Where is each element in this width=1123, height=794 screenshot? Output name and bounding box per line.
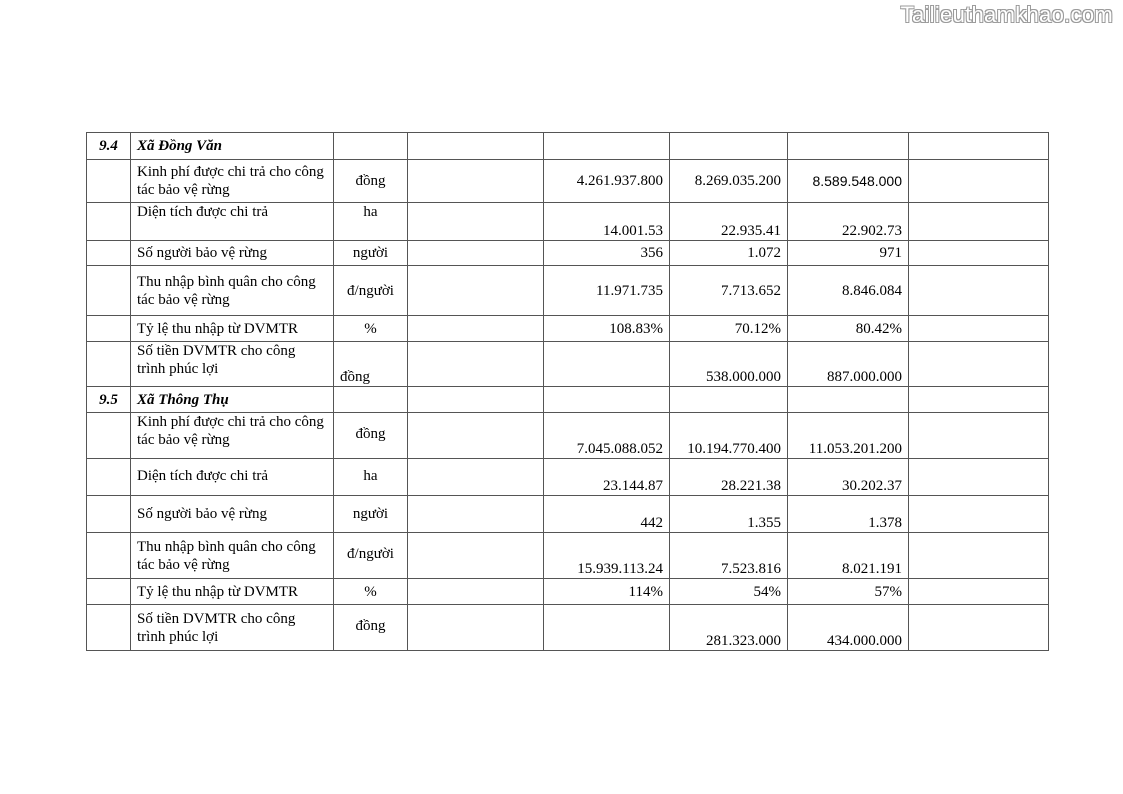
table-row bbox=[87, 605, 1049, 651]
value-cell: 7.045.088.052 bbox=[544, 413, 670, 459]
value-cell: 8.589.548.000 bbox=[788, 160, 909, 203]
section-header-row bbox=[87, 133, 1049, 160]
value-cell: 22.935.41 bbox=[670, 203, 788, 241]
table-row bbox=[87, 342, 1049, 387]
value-cell: 1.355 bbox=[670, 496, 788, 533]
table-row bbox=[87, 496, 1049, 533]
row-unit: đồng bbox=[334, 605, 408, 651]
value-cell: 23.144.87 bbox=[544, 459, 670, 496]
table-row bbox=[87, 459, 1049, 496]
row-label: Số người bảo vệ rừng bbox=[131, 496, 334, 533]
row-unit: đ/người bbox=[334, 533, 408, 579]
value-cell: 10.194.770.400 bbox=[670, 413, 788, 459]
value-cell: 434.000.000 bbox=[788, 605, 909, 651]
table-row bbox=[87, 266, 1049, 316]
value-cell: 442 bbox=[544, 496, 670, 533]
row-unit: % bbox=[334, 316, 408, 342]
row-label: Tỷ lệ thu nhập từ DVMTR bbox=[131, 316, 334, 342]
value-cell: 281.323.000 bbox=[670, 605, 788, 651]
value-cell: 28.221.38 bbox=[670, 459, 788, 496]
row-label: Số tiền DVMTR cho công trình phúc lợi bbox=[131, 342, 334, 387]
value-cell: 1.072 bbox=[670, 241, 788, 266]
value-cell: 538.000.000 bbox=[670, 342, 788, 387]
watermark-text: Tailieuthamkhao.com bbox=[900, 2, 1113, 27]
value-cell: 7.713.652 bbox=[670, 266, 788, 316]
value-cell: 887.000.000 bbox=[788, 342, 909, 387]
table-row bbox=[87, 579, 1049, 605]
value-cell: 8.846.084 bbox=[788, 266, 909, 316]
value-cell: 114% bbox=[544, 579, 670, 605]
row-label: Số tiền DVMTR cho công trình phúc lợi bbox=[131, 605, 334, 651]
row-label: Số người bảo vệ rừng bbox=[131, 241, 334, 266]
section-title: Xã Thông Thụ bbox=[131, 387, 334, 413]
value-cell: 80.42% bbox=[788, 316, 909, 342]
row-label: Kinh phí được chi trả cho công tác bảo vệ rừng bbox=[131, 160, 334, 203]
value-cell: 54% bbox=[670, 579, 788, 605]
table-row bbox=[87, 160, 1049, 203]
row-label: Diện tích được chi trả bbox=[131, 459, 334, 496]
row-unit: ha bbox=[334, 459, 408, 496]
row-unit: người bbox=[334, 241, 408, 266]
row-unit: đồng bbox=[334, 342, 408, 387]
row-unit: đồng bbox=[334, 413, 408, 459]
value-cell: 8.021.191 bbox=[788, 533, 909, 579]
value-cell: 971 bbox=[788, 241, 909, 266]
table-row bbox=[87, 316, 1049, 342]
value-cell: 57% bbox=[788, 579, 909, 605]
value-cell: 30.202.37 bbox=[788, 459, 909, 496]
row-unit: ha bbox=[334, 203, 408, 241]
value-cell: 8.269.035.200 bbox=[670, 160, 788, 203]
row-label: Thu nhập bình quân cho công tác bảo vệ rừng bbox=[131, 533, 334, 579]
row-unit: đồng bbox=[334, 160, 408, 203]
value-cell: 108.83% bbox=[544, 316, 670, 342]
table-row bbox=[87, 533, 1049, 579]
value-cell: 11.053.201.200 bbox=[788, 413, 909, 459]
value-cell bbox=[544, 342, 670, 387]
table-row bbox=[87, 241, 1049, 266]
section-number: 9.5 bbox=[87, 387, 131, 413]
value-cell: 1.378 bbox=[788, 496, 909, 533]
value-cell: 15.939.113.24 bbox=[544, 533, 670, 579]
row-label: Kinh phí được chi trả cho công tác bảo vệ rừng bbox=[131, 413, 334, 459]
value-cell: 70.12% bbox=[670, 316, 788, 342]
row-unit: người bbox=[334, 496, 408, 533]
value-cell: 11.971.735 bbox=[544, 266, 670, 316]
value-cell: 22.902.73 bbox=[788, 203, 909, 241]
value-cell: 7.523.816 bbox=[670, 533, 788, 579]
value-cell: 4.261.937.800 bbox=[544, 160, 670, 203]
value-cell bbox=[544, 605, 670, 651]
row-label: Tỷ lệ thu nhập từ DVMTR bbox=[131, 579, 334, 605]
row-unit: đ/người bbox=[334, 266, 408, 316]
value-cell: 356 bbox=[544, 241, 670, 266]
row-label: Diện tích được chi trả bbox=[131, 203, 334, 241]
section-title: Xã Đồng Văn bbox=[131, 133, 334, 160]
statistics-table bbox=[86, 132, 1049, 651]
table-row bbox=[87, 413, 1049, 459]
row-unit: % bbox=[334, 579, 408, 605]
section-number: 9.4 bbox=[87, 133, 131, 160]
row-label: Thu nhập bình quân cho công tác bảo vệ rừng bbox=[131, 266, 334, 316]
section-header-row bbox=[87, 387, 1049, 413]
value-cell: 14.001.53 bbox=[544, 203, 670, 241]
table-row bbox=[87, 203, 1049, 241]
